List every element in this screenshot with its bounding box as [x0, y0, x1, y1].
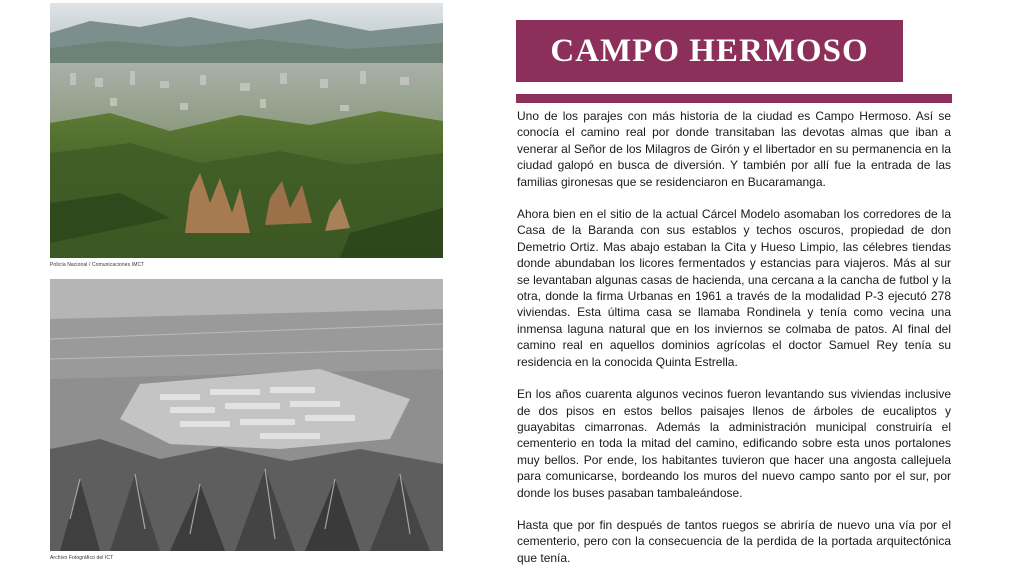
- page-title: CAMPO HERMOSO: [550, 32, 869, 69]
- paragraph-1: Uno de los parajes con más historia de la ciudad es Campo Hermoso. Así se conocía el camino real por donde transitaban las devotas almas que iban a venerar al Señor de los Milagros de Girón y el libertador en su permanencia en la ciudad galopó en busca de diversión. Y también por allí fue la entrada de las familias gironesas que se residenciaron en Bucaramanga.: [517, 109, 951, 189]
- aerial-photo-bw: [50, 279, 443, 551]
- article-body: [517, 108, 951, 582]
- photo-caption-bottom: Archivo Fotográfico del ICT: [50, 555, 114, 561]
- paragraph-2: Ahora bien en el sitio de la actual Cárcel Modelo asomaban los corredores de la Casa de la Baranda con sus establos y techos oscuros, propiedad de don Demetrio Ortiz. Mas abajo estaban la Cita y Hueso Limpio, las célebres tiendas donde abundaban los licores fermentados y estancias para viajeros. Más al sur se levantaban algunas casas de hacienda, una cercana a la cancha de futbol y la otra, donde la firma Urbanas en 1961 a través de la modalidad P-3 ejecutó 278 viviendas. Esta última casa se llamaba Rondinela y tenía como vecina una inmensa laguna natural que en los inviernos se colmaba de patos. Al final del camino real en aquellos dominios agrícolas el doctor Samuel Rey tenía su residencia en la conocida Quinta Estrella.: [517, 207, 951, 369]
- title-underline: [516, 94, 952, 103]
- photo-caption-top: Policía Nacional / Comunicaciones IMCT: [50, 262, 145, 268]
- paragraph-4: Hasta que por fin después de tantos ruegos se abriría de nuevo una vía por el cementerio, pero con la consecuencia de la perdida de la portada arquitectónica que tenía.: [517, 517, 951, 565]
- aerial-photo-color: [50, 3, 443, 258]
- title-banner: [516, 20, 952, 84]
- paragraph-3: En los años cuarenta algunos vecinos fueron levantando sus viviendas inclusive de dos pisos en estos bellos paisajes llenos de árboles de eucaliptos y guayabitas cimarronas. Además la administración municipal construiría el cementerio en toda la mitad del camino, edificando sobre esta unos portalones muy bellos. Por ende, los habitantes tuvieron que hacer una angosta callejuela para comunicarse, bordeando los muros del nuevo campo santo por el sur, por donde los buses pasaban tambaleándose.: [517, 387, 951, 500]
